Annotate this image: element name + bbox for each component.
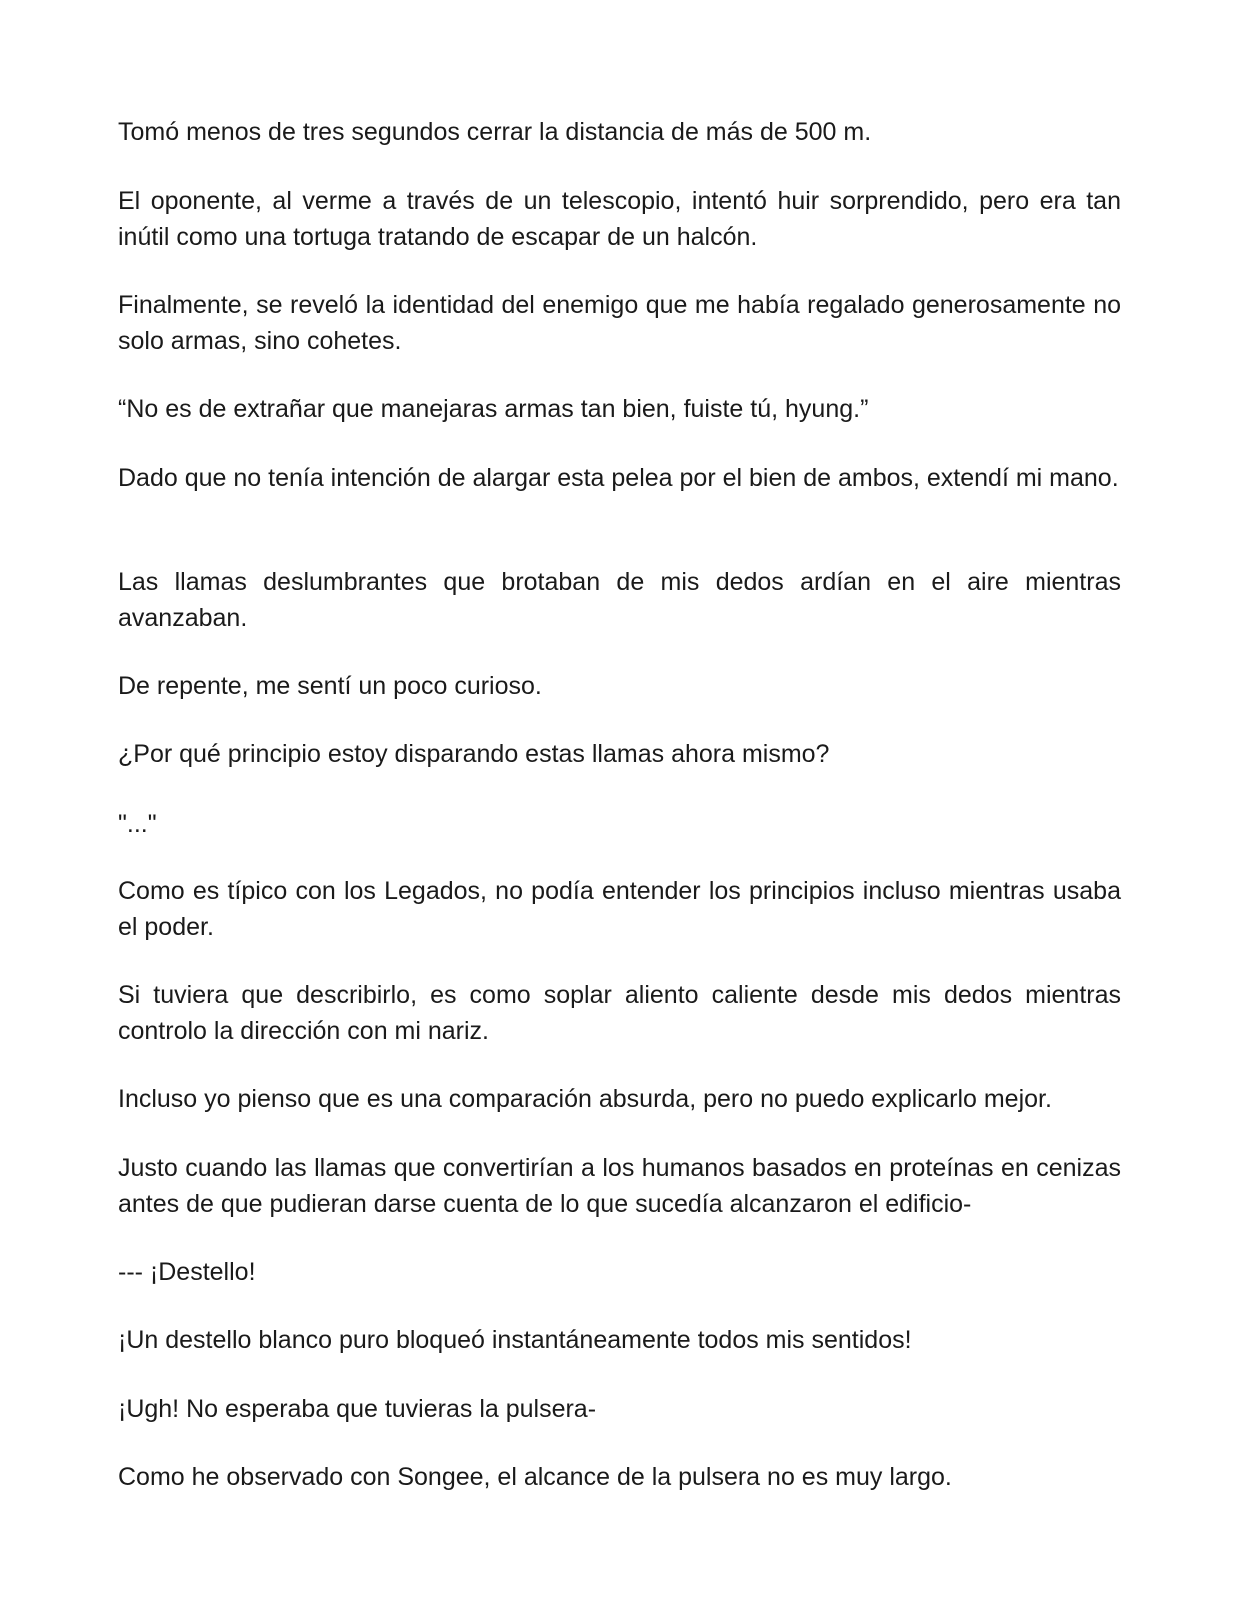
paragraph: ¿Por qué principio estoy disparando estas llamas ahora mismo?	[118, 740, 830, 768]
paragraph: Tomó menos de tres segundos cerrar la distancia de más de 500 m.	[118, 118, 872, 146]
paragraph: Como es típico con los Legados, no podía entender los principios incluso mientras usaba el poder.	[118, 877, 1121, 941]
paragraph: Incluso yo pienso que es una comparación absurda, pero no puedo explicarlo mejor.	[118, 1085, 1052, 1113]
paragraph: ¡Un destello blanco puro bloqueó instantáneamente todos mis sentidos!	[118, 1326, 912, 1354]
paragraph: El oponente, al verme a través de un telescopio, intentó huir sorprendido, pero era tan inútil como una tortuga tratando de escapar de un halcón.	[118, 187, 1121, 251]
paragraph: Las llamas deslumbrantes que brotaban de mis dedos ardían en el aire mientras avanzaban.	[118, 568, 1121, 632]
paragraph: Si tuviera que describirlo, es como soplar aliento caliente desde mis dedos mientras controlo la dirección con mi nariz.	[118, 981, 1121, 1045]
paragraph: --- ¡Destello!	[118, 1258, 256, 1286]
paragraph: Dado que no tenía intención de alargar esta pelea por el bien de ambos, extendí mi mano.	[118, 464, 1119, 492]
paragraph: "..."	[118, 810, 157, 838]
paragraph: De repente, me sentí un poco curioso.	[118, 672, 542, 700]
paragraph: Finalmente, se reveló la identidad del enemigo que me había regalado generosamente no solo armas, sino cohetes.	[118, 291, 1121, 355]
paragraph: ¡Ugh! No esperaba que tuvieras la pulsera-	[118, 1395, 597, 1423]
paragraph: Como he observado con Songee, el alcance de la pulsera no es muy largo.	[118, 1463, 952, 1491]
paragraph: “No es de extrañar que manejaras armas tan bien, fuiste tú, hyung.”	[118, 395, 869, 423]
paragraph: Justo cuando las llamas que convertirían a los humanos basados en proteínas en cenizas antes de que pudieran darse cuenta de lo que sucedía alcanzaron el edificio-	[118, 1154, 1121, 1218]
